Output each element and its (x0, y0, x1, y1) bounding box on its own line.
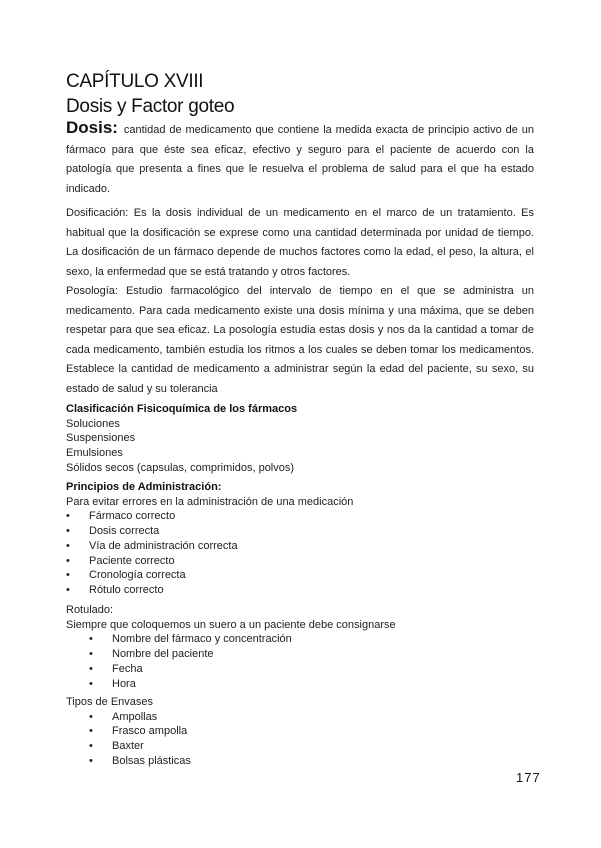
envases-section (66, 695, 536, 769)
bullet-icon: • (89, 725, 93, 738)
envases-item-text: Baxter (112, 740, 144, 753)
dosificacion-paragraph: Dosificación: Es la dosis individual de un medicamento en el marco de un tratamiento. Es habitual que la dosificación se exprese como una cantidad determinada por unidad de tiempo. La dosificación de un fármaco depende de muchos factores como la edad, el peso, la altura, el sexo, la enfermedad que se está tratando y otros factores. (66, 207, 534, 278)
principios-item-text: Cronología correcta (89, 569, 186, 582)
bullet-icon: • (66, 525, 70, 538)
chapter-subtitle: Dosis y Factor goteo (66, 96, 235, 117)
principios-item-text: Rótulo correcto (89, 583, 164, 596)
envases-item-text: Frasco ampolla (112, 725, 188, 738)
rotulado-item (66, 632, 536, 647)
bullet-icon: • (66, 510, 70, 523)
principios-item (66, 568, 536, 583)
posologia-paragraph: Posología: Estudio farmacológico del intervalo de tiempo en el que se administra un medicamento. Para cada medicamento existe una dosis mínima y una máxima, que se deben respetar para que sea eficaz. La posología estudia estas dosis y nos da la cantidad a tomar de cada medicamento, también estudia los ritmos a los cuales se deben tomar los medicamentos. Establece la cantidad de medicamento a administrar según la edad del paciente, su sexo, su estado de salud y su tolerancia (66, 285, 534, 395)
bullet-icon: • (66, 554, 70, 567)
envases-heading: Tipos de Envases (66, 696, 154, 708)
principios-intro: Para evitar errores en la administración de una medicación (66, 495, 354, 508)
dosis-term: Dosis: (66, 118, 118, 137)
bullet-icon: • (89, 662, 93, 675)
clasificacion-item: Sólidos secos (capsulas, comprimidos, polvos) (66, 461, 295, 474)
bullet-icon: • (89, 648, 93, 661)
page-number: 177 (516, 770, 541, 785)
definitions-section (66, 204, 534, 399)
rotulado-item-text: Fecha (112, 662, 143, 675)
rotulado-item (66, 647, 536, 662)
bullet-icon: • (66, 539, 70, 552)
clasificacion-item: Soluciones (66, 417, 120, 430)
bullet-icon: • (89, 710, 93, 723)
bullet-icon: • (89, 633, 93, 646)
envases-item (66, 724, 536, 739)
rotulado-item-text: Nombre del paciente (112, 648, 214, 661)
principios-item (66, 539, 536, 554)
bullet-icon: • (66, 583, 70, 596)
clasificacion-item: Suspensiones (66, 432, 136, 445)
bullet-icon: • (89, 754, 93, 767)
dosis-definition-paragraph (66, 118, 534, 199)
principios-item (66, 509, 536, 524)
rotulado-item (66, 662, 536, 677)
principios-item (66, 583, 536, 598)
chapter-title: CAPÍTULO XVIII (66, 71, 204, 92)
principios-heading: Principios de Administración: (66, 481, 222, 493)
rotulado-item (66, 677, 536, 692)
envases-item-text: Ampollas (112, 710, 158, 723)
clasificacion-heading: Clasificación Fisicoquímica de los fármacos (66, 403, 298, 415)
principios-item (66, 554, 536, 569)
clasificacion-item: Emulsiones (66, 447, 123, 460)
principios-section (66, 480, 536, 598)
rotulado-intro: Siempre que coloquemos un suero a un paciente debe consignarse (66, 618, 396, 631)
envases-item (66, 739, 536, 754)
envases-item-text: Bolsas plásticas (112, 754, 191, 767)
dosis-definition: cantidad de medicamento que contiene la medida exacta de principio activo de un fármaco para que éste sea eficaz, efectivo y seguro para el paciente de acuerdo con la patología que presenta a fines que le resuelva el problema de salud para el que ha estado indicado. (66, 124, 534, 195)
envases-item (66, 710, 536, 725)
clasificacion-section (66, 402, 536, 476)
bullet-icon: • (89, 740, 93, 753)
principios-item-text: Dosis correcta (89, 525, 160, 538)
bullet-icon: • (89, 677, 93, 690)
principios-item (66, 524, 536, 539)
principios-item-text: Fármaco correcto (89, 510, 176, 523)
bullet-icon: • (66, 569, 70, 582)
rotulado-item-text: Nombre del fármaco y concentración (112, 633, 292, 646)
rotulado-item-text: Hora (112, 677, 136, 690)
rotulado-section (66, 603, 536, 691)
envases-item (66, 754, 536, 769)
principios-item-text: Paciente correcto (89, 554, 175, 567)
rotulado-heading: Rotulado: (66, 604, 114, 616)
principios-item-text: Vía de administración correcta (89, 539, 238, 552)
